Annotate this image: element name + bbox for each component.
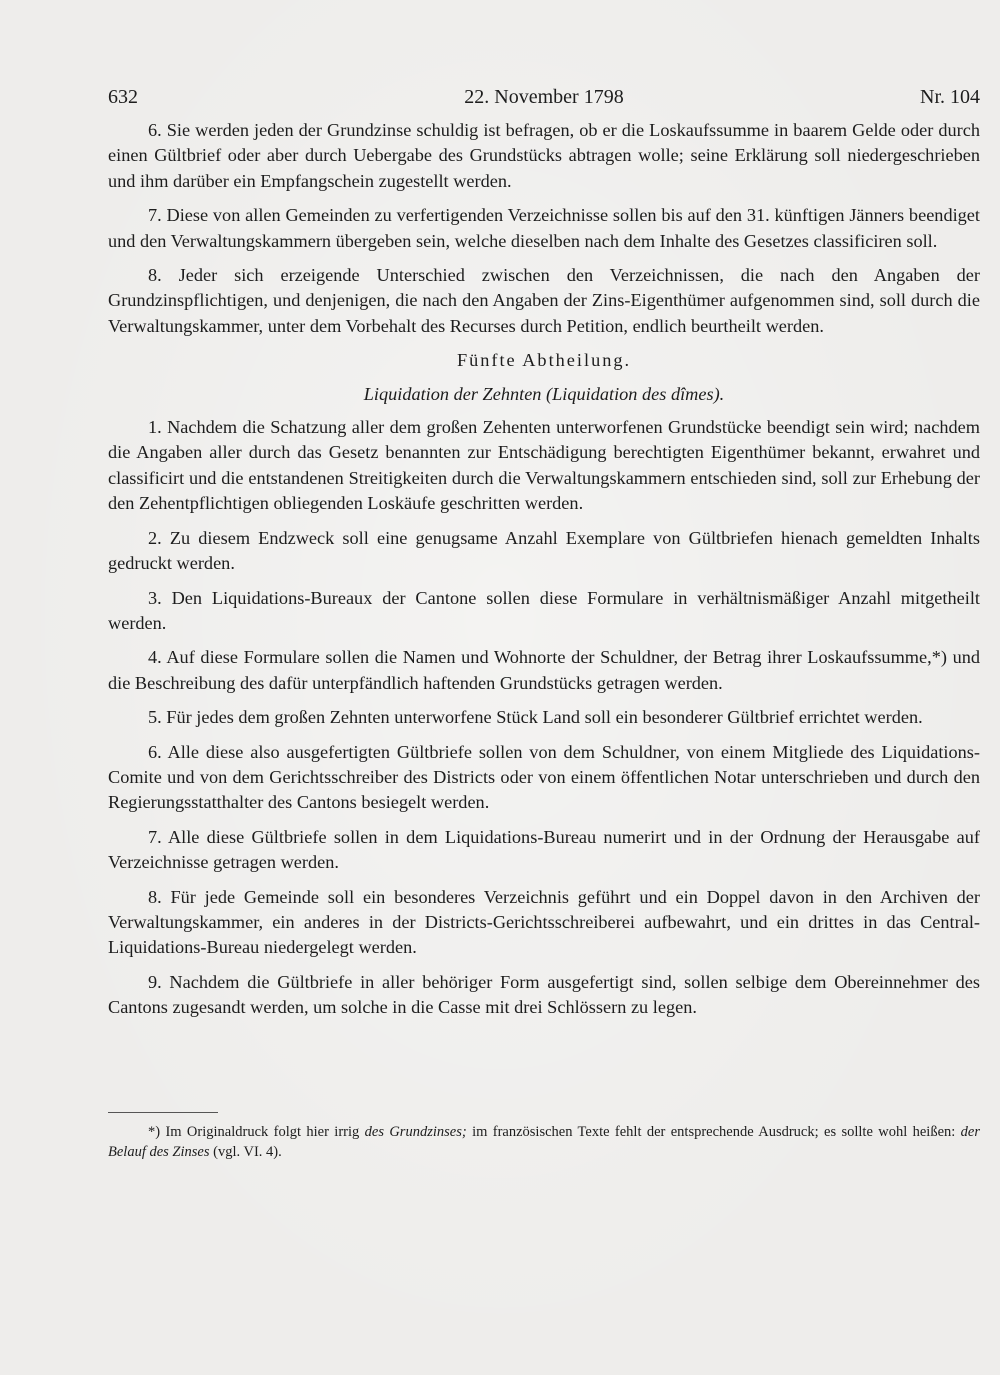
paragraph-4: 4. Auf diese Formulare sollen die Namen und Wohnorte der Schuldner, der Betrag ihrer Loskaufssumme,*) und die Beschreibung des dafür unterpfändlich haftenden Grundstücks getragen werden. [108, 647, 980, 693]
paragraph-8-top: 8. Jeder sich erzeigende Unterschied zwischen den Verzeichnissen, die nach den Angaben der Grundzinspflichtigen, und denjenigen, die nach den Angaben der Zins-Eigenthümer aufgenommen sind, soll durch die Verwaltungskammer, unter dem Vorbehalt des Recurses durch Petition, endlich beurtheilt werden. [108, 265, 980, 336]
document-number: Nr. 104 [920, 86, 980, 108]
document-body [108, 118, 980, 1030]
section-subtitle: Liquidation der Zehnten (Liquidation des dîmes). [363, 383, 725, 404]
paragraph-1: 1. Nachdem die Schatzung aller dem großen Zehenten unterworfenen Grundstücke beendigt sein wird; nachdem die Angaben aller durch das Gesetz benannten zur Entschädigung berechtigten Eigenthümer bekannt, erwahret und classificirt und die entstandenen Streitigkeiten durch die Verwaltungskammern entschieden sind, soll zur Erhebung der den Zehentpflichtigen obliegenden Loskäufe geschritten werden. [108, 417, 980, 514]
paragraph-3: 3. Den Liquidations-Bureaux der Cantone sollen diese Formulare in verhältnismäßiger Anzahl mitgetheilt werden. [108, 587, 980, 633]
paragraph-6: 6. Alle diese also ausgefertigten Gültbriefe sollen von dem Schuldner, von einem Mitgliede des Liquidations-Comite und von dem Gerichtsschreiber des Districts oder von einem öffentlichen Notar unterschrieben und durch den Regierungsstatthalter des Cantons besiegelt werden. [108, 741, 980, 813]
footnote-end-text: (vgl. VI. 4). [213, 1144, 282, 1160]
paragraph-7: 7. Alle diese Gültbriefe sollen in dem Liquidations-Bureau numerirt und in der Ordnung der Herausgabe auf Verzeichnisse getragen werden. [108, 826, 980, 873]
footnote-rule [108, 1112, 218, 1113]
paragraph-8: 8. Für jede Gemeinde soll ein besonderes Verzeichnis geführt und ein Doppel davon in den Archiven der Verwaltungskammer, ein anderes in der Districts-Gerichtsschreiberei aufbewahrt, und ein drittes in das Central-Liquidations-Bureau niedergelegt werden. [108, 886, 980, 958]
footnote-italic-phrase-2: der Belauf des Zinses [108, 1124, 981, 1160]
footnote-italic-phrase-1: des Grundzinses; [364, 1124, 467, 1140]
page-header [108, 86, 980, 112]
footnote-marker-text: *) Im Originaldruck folgt hier irrig [148, 1124, 360, 1140]
paragraph-5: 5. Für jedes dem großen Zehnten unterworfene Stück Land soll ein besonderer Gültbrief errichtet werden. [148, 707, 923, 728]
section-title: Fünfte Abtheilung. [456, 350, 632, 371]
footnote-middle-text: im französischen Texte fehlt der entsprechende Ausdruck; es sollte wohl heißen: [472, 1124, 956, 1140]
footnote [108, 1122, 980, 1162]
header-date: 22. November 1798 [464, 86, 624, 108]
paragraph-6-top: 6. Sie werden jeden der Grundzinse schuldig ist befragen, ob er die Loskaufssumme in baarem Gelde oder durch einen Gültbrief oder aber durch Uebergabe des Grundstücks abtragen wolle; seine Erklärung soll niedergeschrieben und ihm darüber ein Empfangschein zugestellt werden. [108, 120, 980, 191]
paragraph-7-top: 7. Diese von allen Gemeinden zu verfertigenden Verzeichnisse sollen bis auf den 31. künftigen Jänners beendiget und den Verwaltungskammern übergeben sein, welche dieselben nach dem Inhalte des Gesetzes classificiren soll. [108, 205, 980, 251]
page-number: 632 [108, 86, 138, 108]
paragraph-9: 9. Nachdem die Gültbriefe in aller behöriger Form ausgefertigt sind, sollen selbige dem Obereinnehmer des Cantons zugesandt werden, um solche in die Casse mit drei Schlössern zu legen. [108, 971, 980, 1018]
paragraph-2: 2. Zu diesem Endzweck soll eine genugsame Anzahl Exemplare von Gültbriefen hienach gemeldten Inhalts gedruckt werden. [108, 527, 980, 574]
